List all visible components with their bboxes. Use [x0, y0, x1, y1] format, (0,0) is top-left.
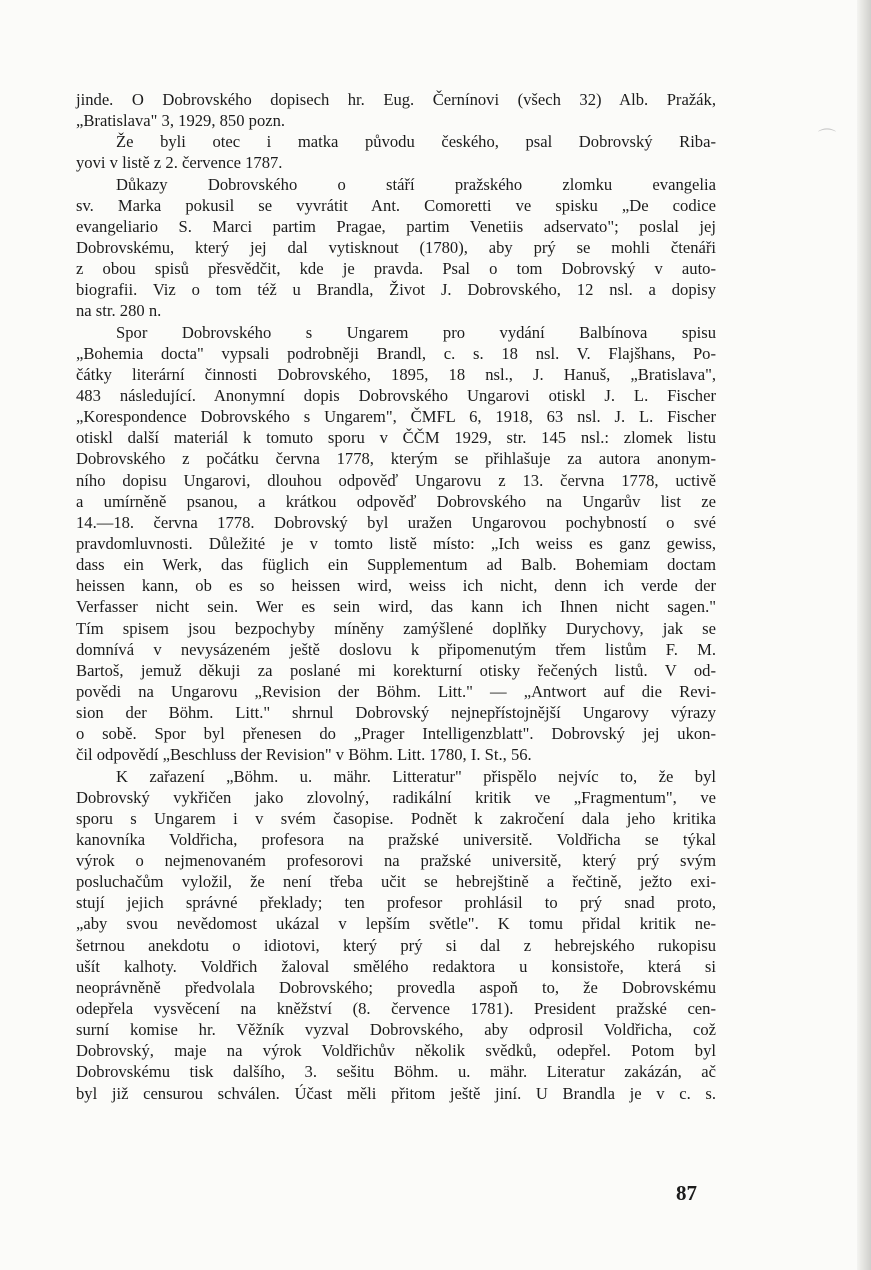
text-line: ušít kalhoty. Voldřich žaloval smělého redaktora u konsistoře, která si: [76, 956, 716, 976]
text-line: Verfasser nicht sein. Wer es sein wird, das kann ich Ihnen nicht sagen.": [76, 597, 716, 617]
text-line: Dobrovského z počátku června 1778, kterým se přihlašuje za autora anonym-: [76, 449, 716, 469]
text-line: posluchačům vyložil, že není třeba učit se hebrejštině a řečtině, ježto exi-: [76, 872, 716, 892]
text-line: Spor Dobrovského s Ungarem pro vydání Balbínova spisu: [116, 322, 716, 342]
text-line: dass ein Werk, das füglich ein Supplementum ad Balb. Bohemiam doctam: [76, 555, 716, 575]
text-line: neoprávněně předvolala Dobrovského; provedla aspoň to, že Dobrovskému: [76, 977, 716, 997]
text-line: Dobrovskému, který jej dal vytisknout (1780), aby prý se mohli čtenáři: [76, 237, 716, 257]
text-line: Dobrovskému tisk dalšího, 3. sešitu Böhm. u. mähr. Literatur zakázán, ač: [76, 1062, 716, 1082]
text-line: stují jejich správné překlady; ten profesor prohlásil to prý snad proto,: [76, 893, 716, 913]
text-line: Důkazy Dobrovského o stáří pražského zlomku evangelia: [116, 174, 716, 194]
text-line: K zařazení „Böhm. u. mähr. Litteratur" přispělo nejvíc to, že byl: [116, 766, 716, 786]
page-edge-shadow: [857, 0, 871, 1270]
text-line: ního dopisu Ungarovi, dlouhou odpověď Ungarovu z 13. června 1778, uctivě: [76, 470, 716, 490]
text-line: šetrnou anekdotu o idiotovi, který prý si dal z hebrejského rukopisu: [76, 935, 716, 955]
text-line: Že byli otec i matka původu českého, psal Dobrovský Ribа-: [116, 132, 716, 152]
text-line: „Bratislava" 3, 1929, 850 pozn.: [76, 111, 286, 131]
text-line: „Korespondence Dobrovského s Ungarem", ČMFL 6, 1918, 63 nsl. J. L. Fischer: [76, 407, 716, 427]
margin-mark: ⌒: [818, 128, 836, 149]
text-line: Dobrovský, maje na výrok Voldřichův několik svědků, odepřel. Potom byl: [76, 1041, 716, 1061]
text-line: o sobě. Spor byl přenesen do „Prager Intelligenzblatt". Dobrovský jej ukon-: [76, 724, 716, 744]
text-line: jinde. O Dobrovského dopisech hr. Eug. Černínovi (všech 32) Alb. Pražák,: [76, 90, 716, 109]
body-text: [76, 89, 716, 1104]
text-line: evangeliario S. Marci partim Pragae, partim Venetiis adservato"; poslal jej: [76, 216, 716, 236]
text-line: odepřela vysvěcení na kněžství (8. července 1781). President pražské cen-: [76, 999, 716, 1019]
text-line: povědi na Ungarovu „Revision der Böhm. Litt." — „Antwort auf die Revi-: [76, 681, 716, 701]
text-line: sv. Marka pokusil se vyvrátit Ant. Comoretti ve spisku „De codice: [76, 195, 716, 215]
text-line: kanovníka Voldřicha, profesora na pražské universitě. Voldřicha se týkal: [76, 829, 716, 849]
text-line: výrok o nejmenovaném profesorovi na pražské universitě, který prý svým: [76, 851, 716, 871]
text-line: 14.—18. června 1778. Dobrovský byl uražen Ungarovou pochybností o své: [76, 512, 716, 532]
text-line: Dobrovský vykřičen jako zlovolný, radikální kritik ve „Fragmentum", ve: [76, 787, 716, 807]
text-line: yovi v listě z 2. července 1787.: [76, 153, 283, 173]
text-line: sporu s Ungarem i v svém časopise. Podnět k zakročení dala jeho kritika: [76, 808, 716, 828]
text-line: sion der Böhm. Litt." shrnul Dobrovský nejnepřístojnější Ungarovy výrazy: [76, 703, 716, 723]
text-line: čátky literární činnosti Dobrovského, 1895, 18 nsl., J. Hanuš, „Bratislava",: [76, 364, 716, 384]
text-line: „Bohemia docta" vypsali podrobněji Brandl, c. s. 18 nsl. V. Flajšhans, Po-: [76, 343, 716, 363]
text-line: pravdomluvnosti. Důležité je v tomto listě místo: „Ich weiss es ganz gewiss,: [76, 533, 716, 553]
text-line: domnívá v nevysázeném ještě doslovu k připomenutým třem listům F. M.: [76, 639, 716, 659]
text-line: z obou spisů přesvědčit, kde je pravda. Psal o tom Dobrovský v auto-: [76, 259, 716, 279]
text-line: Bartoš, jemuž děkuji za poslané mi korekturní otisky řečených listů. V od-: [76, 660, 716, 680]
text-line: byl již censurou schválen. Účast měli přitom ještě jiní. U Brandla je v c. s.: [76, 1083, 716, 1103]
text-line: heissen kann, ob es so heissen wird, weiss ich nicht, denn ich verde der: [76, 576, 716, 596]
text-line: otiskl další materiál k tomuto sporu v ČČM 1929, str. 145 nsl.: zlomek listu: [76, 428, 716, 448]
text-line: 483 následující. Anonymní dopis Dobrovského Ungarovi otiskl J. L. Fischer: [76, 385, 716, 405]
page-number: 87: [676, 1181, 697, 1205]
text-line: Tím spisem jsou bezpochyby míněny zamýšlené doplňky Durychovy, jak se: [76, 618, 716, 638]
text-line: čil odpovědí „Beschluss der Revision" v Böhm. Litt. 1780, I. St., 56.: [76, 745, 532, 765]
text-line: biografii. Viz o tom též u Brandla, Život J. Dobrovského, 12 nsl. a dopisy: [76, 280, 716, 300]
text-line: „aby svou nevědomost ukázal v lepším světle". K tomu přidal kritik ne-: [76, 914, 716, 934]
text-line: surní komise hr. Věžník vyzval Dobrovského, aby odprosil Voldřicha, což: [76, 1020, 716, 1040]
text-line: a umírněně psanou, a krátkou odpověď Dobrovského na Ungarův list ze: [76, 491, 716, 511]
text-line: na str. 280 n.: [76, 301, 162, 321]
